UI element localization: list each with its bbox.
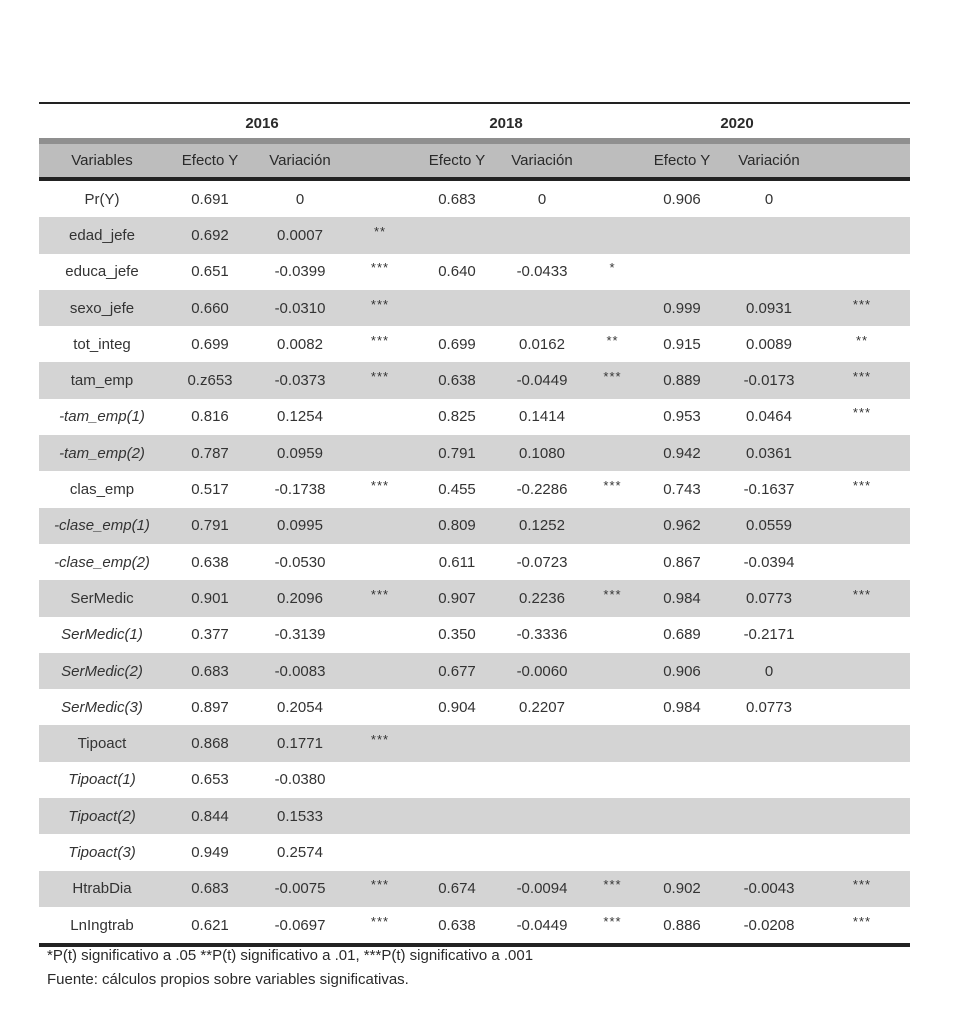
value-cell: -0.1738 [274,481,326,499]
significance-cell: *** [852,586,872,602]
significance-cell: ** [606,332,619,348]
value-cell: 0.2096 [277,589,323,607]
table-row [39,508,910,544]
col-header-efecto-2018: Efecto Y [428,152,486,169]
value-cell: -0.0530 [274,553,326,571]
column-header-row [39,144,910,177]
value-cell: 0.2236 [519,589,565,607]
col-header-efecto-2020: Efecto Y [653,152,711,169]
value-cell: 0.825 [438,408,476,426]
results-table [39,102,910,947]
value-cell: -0.0373 [274,372,326,390]
value-cell: 0.z653 [187,372,233,390]
value-cell: 0.1080 [519,444,565,462]
value-cell: 0.868 [191,735,229,753]
value-cell: -0.0394 [743,553,795,571]
significance-cell: *** [852,877,872,893]
value-cell: 0.897 [191,698,229,716]
value-cell: -0.0399 [274,263,326,281]
table-row [39,907,910,943]
variable-name: -tam_emp(1) [59,408,145,426]
value-cell: 0.0007 [277,226,323,244]
value-cell: 0.867 [663,553,701,571]
value-cell: 0.699 [191,335,229,353]
value-cell: 0.0082 [277,335,323,353]
significance-cell: ** [373,223,387,239]
value-cell: -0.0449 [516,372,568,390]
year-2016: 2016 [245,115,279,132]
value-cell: -0.0083 [274,662,326,680]
value-cell: 0 [537,190,547,208]
significance-cell: *** [370,913,390,929]
value-cell: 0.953 [663,408,701,426]
value-cell: 0.902 [663,880,701,898]
value-cell: 0.901 [191,589,229,607]
value-cell: 0.638 [438,916,476,934]
value-cell: 0.2054 [277,698,323,716]
value-cell: 0.904 [438,698,476,716]
value-cell: 0.0959 [277,444,323,462]
value-cell: 0.683 [191,880,229,898]
value-cell: 0.1252 [519,517,565,535]
col-header-variacion-2020: Variación [738,152,800,169]
value-cell: 0.791 [191,517,229,535]
value-cell: -0.0723 [516,553,568,571]
table-row [39,689,910,725]
table-row [39,653,910,689]
table-row [39,326,910,362]
value-cell: 0.350 [438,626,476,644]
significance-cell: *** [852,913,872,929]
significance-cell: *** [370,260,390,276]
value-cell: 0.0559 [746,517,792,535]
year-2018: 2018 [489,115,523,132]
value-cell: -0.1637 [743,481,795,499]
significance-cell: *** [370,332,390,348]
variable-name: tot_integ [73,335,131,353]
value-cell: 0.1254 [277,408,323,426]
value-cell: 0.640 [438,263,476,281]
value-cell: -0.0449 [516,916,568,934]
significance-cell: *** [852,478,872,494]
value-cell: -0.0075 [274,880,326,898]
value-cell: 0.787 [191,444,229,462]
col-header-efecto-2016: Efecto Y [181,152,239,169]
value-cell: 0.791 [438,444,476,462]
variable-name: Tipoact(3) [68,843,136,861]
table-row [39,399,910,435]
value-cell: 0.0089 [746,335,792,353]
value-cell: 0.906 [663,190,701,208]
value-cell: 0.915 [663,335,701,353]
value-cell: -0.0433 [516,263,568,281]
value-cell: 0.455 [438,481,476,499]
significance-cell: *** [852,369,872,385]
value-cell: 0.638 [191,553,229,571]
value-cell: 0.0361 [746,444,792,462]
variable-name: HtrabDia [72,880,132,898]
year-header-row [39,104,910,138]
table-row [39,617,910,653]
value-cell: 0.886 [663,916,701,934]
value-cell: 0.999 [663,299,701,317]
value-cell: 0.0464 [746,408,792,426]
value-cell: 0.949 [191,843,229,861]
value-cell: -0.0173 [743,372,795,390]
col-header-variables: Variables [71,152,133,169]
table-row [39,798,910,834]
table-row [39,217,910,253]
value-cell: 0.638 [438,372,476,390]
value-cell: 0.621 [191,916,229,934]
variable-name: -clase_emp(1) [54,517,150,535]
value-cell: -0.3336 [516,626,568,644]
value-cell: 0 [295,190,305,208]
significance-cell: *** [603,877,622,893]
value-cell: 0.984 [663,589,701,607]
value-cell: -0.0094 [516,880,568,898]
value-cell: -0.2171 [743,626,795,644]
variable-name: edad_jefe [69,226,135,244]
value-cell: 0.942 [663,444,701,462]
value-cell: 0.611 [438,553,476,571]
table-row [39,762,910,798]
significance-cell: *** [370,586,390,602]
value-cell: 0.377 [191,626,229,644]
value-cell: 0.683 [191,662,229,680]
table-row [39,871,910,907]
table-row [39,725,910,761]
value-cell: 0.0162 [519,335,565,353]
col-header-variacion-2016: Variación [269,152,331,169]
value-cell: -0.0060 [516,662,568,680]
table-notes [47,944,533,992]
value-cell: -0.0208 [743,916,795,934]
significance-cell: *** [370,478,390,494]
value-cell: 0.844 [191,807,229,825]
variable-name: clas_emp [69,481,135,499]
significance-cell: *** [370,296,390,312]
col-header-variacion-2018: Variación [511,152,573,169]
variable-name: Pr(Y) [84,190,120,208]
value-cell: 0.674 [438,880,476,898]
significance-cell: *** [370,369,390,385]
table-row [39,580,910,616]
value-cell: 0.2207 [519,698,565,716]
value-cell: 0.651 [191,263,229,281]
significance-cell: *** [603,478,622,494]
value-cell: 0.692 [191,226,229,244]
significance-cell: ** [855,332,869,348]
value-cell: 0.689 [663,626,701,644]
variable-name: Tipoact [77,735,127,753]
variable-name: SerMedic [70,589,134,607]
significance-note: *P(t) significativo a .05 **P(t) significativo a .01, ***P(t) significativo a .001 [47,947,534,964]
value-cell: 0.907 [438,589,476,607]
table-row [39,834,910,870]
value-cell: -0.0310 [274,299,326,317]
value-cell: 0.743 [663,481,701,499]
value-cell: 0.691 [191,190,229,208]
value-cell: 0.0995 [277,517,323,535]
significance-cell: *** [603,369,622,385]
table-row [39,544,910,580]
year-2020: 2020 [720,115,754,132]
value-cell: 0.889 [663,372,701,390]
value-cell: 0.660 [191,299,229,317]
variable-name: SerMedic(3) [61,698,143,716]
value-cell: 0.906 [663,662,701,680]
value-cell: 0.683 [438,190,476,208]
value-cell: 0 [764,190,774,208]
value-cell: 0.809 [438,517,476,535]
significance-cell: * [609,260,616,276]
value-cell: 0.699 [438,335,476,353]
table-row [39,362,910,398]
value-cell: 0.962 [663,517,701,535]
value-cell: 0.984 [663,698,701,716]
significance-cell: *** [370,877,390,893]
table-row [39,471,910,507]
value-cell: 0.1771 [277,735,323,753]
variable-name: -tam_emp(2) [59,444,145,462]
value-cell: 0.517 [191,481,229,499]
value-cell: 0 [764,662,774,680]
value-cell: 0.1533 [277,807,323,825]
value-cell: 0.816 [191,408,229,426]
table-row [39,254,910,290]
table-body [39,181,910,943]
value-cell: 0.653 [191,771,229,789]
significance-cell: *** [852,405,872,421]
value-cell: 0.2574 [277,843,323,861]
variable-name: tam_emp [70,372,134,390]
table-row [39,435,910,471]
value-cell: -0.0380 [274,771,326,789]
source-note: Fuente: cálculos propios sobre variables significativas. [47,971,409,988]
variable-name: SerMedic(1) [61,626,143,644]
significance-cell: *** [603,586,622,602]
variable-name: SerMedic(2) [61,662,143,680]
table-row [39,290,910,326]
value-cell: -0.2286 [516,481,568,499]
value-cell: 0.1414 [519,408,565,426]
table-row [39,181,910,217]
value-cell: -0.0697 [274,916,326,934]
variable-name: LnIngtrab [70,916,134,934]
significance-cell: *** [370,732,390,748]
value-cell: 0.677 [438,662,476,680]
variable-name: Tipoact(2) [68,807,136,825]
value-cell: 0.0773 [746,589,792,607]
variable-name: -clase_emp(2) [54,553,150,571]
variable-name: Tipoact(1) [68,771,136,789]
value-cell: 0.0931 [746,299,792,317]
variable-name: educa_jefe [65,263,139,281]
significance-cell: *** [603,913,622,929]
significance-cell: *** [852,296,872,312]
variable-name: sexo_jefe [69,299,135,317]
value-cell: -0.0043 [743,880,795,898]
value-cell: 0.0773 [746,698,792,716]
value-cell: -0.3139 [274,626,326,644]
